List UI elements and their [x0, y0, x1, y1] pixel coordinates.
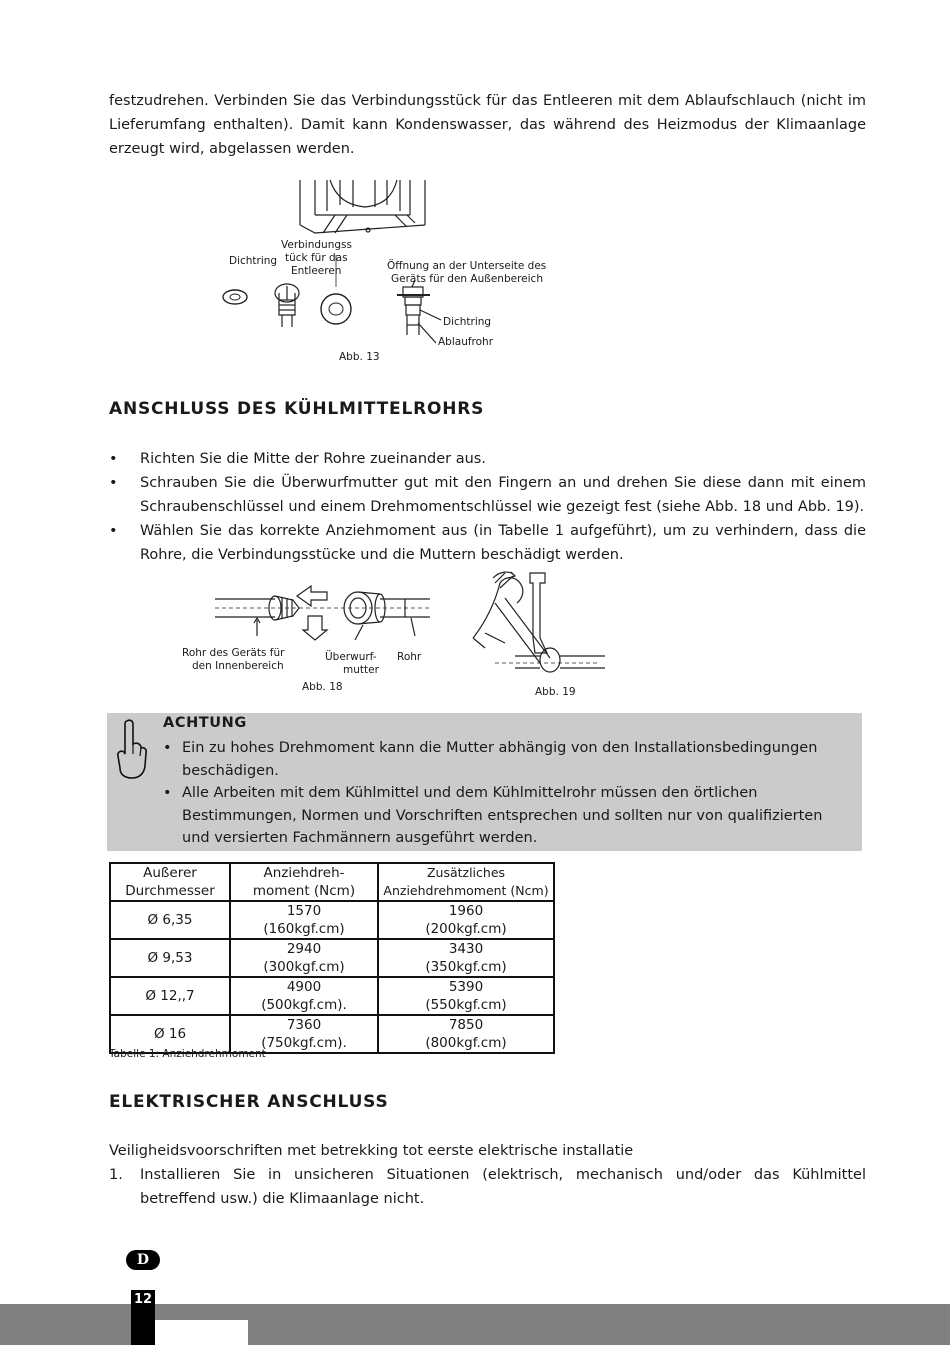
table-header — [230, 863, 378, 901]
cell-line: 7850 — [448, 1017, 484, 1033]
figure-13-drain-connector — [215, 175, 560, 370]
list-item — [109, 1163, 866, 1211]
cell-line: (550kgf.cm) — [425, 997, 507, 1013]
fig13-label-seal-2: Dichtring — [443, 316, 492, 328]
header-line: moment (Ncm) — [252, 883, 356, 899]
fig13-label-drain: Ablaufrohr — [438, 336, 494, 348]
fig18-label-nut-1: Überwurf- — [325, 651, 377, 663]
table-cell — [230, 939, 378, 977]
header-line: Anziehdreh- — [263, 865, 345, 881]
table-row — [110, 977, 554, 1015]
table-header — [110, 863, 230, 901]
header-line: Außerer — [143, 865, 197, 881]
cell-line: (300kgf.cm) — [263, 959, 345, 975]
section-title-electrical: ELEKTRISCHER ANSCHLUSS — [109, 1092, 389, 1112]
cell-line: 7360 — [286, 1017, 322, 1033]
table-cell — [230, 901, 378, 939]
list-item — [109, 519, 866, 567]
table-row — [110, 901, 554, 939]
cell-line: (160kgf.cm) — [263, 921, 345, 937]
torque-table — [109, 862, 555, 1054]
bullet-symbol: • — [163, 785, 172, 801]
table-cell — [378, 977, 554, 1015]
electrical-numbered-list — [109, 1163, 866, 1211]
cell-line: 2940 — [286, 941, 322, 957]
caution-item-text: Ein zu hohes Drehmoment kann die Mutter abhängig von den Installationsbedingungen beschädigen. — [182, 740, 818, 779]
caution-title: ACHTUNG — [163, 715, 247, 731]
header-line: Anziehdrehmoment (Ncm) — [383, 883, 549, 898]
fig13-label-connector-2: tück für das — [285, 252, 348, 264]
bullet-symbol: • — [109, 475, 118, 491]
pointing-hand-icon — [112, 718, 148, 782]
bullet-symbol: • — [109, 451, 118, 467]
table-cell: Ø 16 — [110, 1015, 230, 1053]
header-line: Zusätzliches — [426, 865, 506, 880]
cell-line: 4900 — [286, 979, 322, 995]
list-item-text: Installieren Sie in unsicheren Situationen (elektrisch, mechanisch und/oder das Kühlmittel betreffend usw.) die Klimaanlage nicht. — [140, 1167, 866, 1207]
figure-18-flare-nut — [175, 578, 440, 698]
cell-line: (750kgf.cm). — [261, 1035, 347, 1051]
cell-line: 1570 — [286, 903, 322, 919]
figure-19-torque-wrench — [465, 568, 615, 700]
cell-line: (500kgf.cm). — [261, 997, 347, 1013]
list-item — [109, 471, 866, 519]
list-item — [163, 782, 853, 850]
list-item — [109, 447, 866, 471]
table-row — [110, 939, 554, 977]
table-cell — [378, 939, 554, 977]
header-line: Durchmesser — [125, 883, 215, 899]
caution-list — [163, 737, 853, 850]
cell-line: 3430 — [448, 941, 484, 957]
caution-item-text: Alle Arbeiten mit dem Kühlmittel und dem Kühlmittelrohr müssen den örtlichen Bestimmungen, Normen und Vorschriften entsprechen und sollten nur von qualifizierten und versierten Fachmännern ausgeführt werden. — [182, 785, 823, 846]
intro-paragraph: festzudrehen. Verbinden Sie das Verbindungsstück für das Entleeren mit dem Ablaufschlauch (nicht im Lieferumfang enthalten). Damit kann Kondenswasser, das während des Heizmodus der Klimaanlage erzeugt wird, abgelassen werden. — [109, 93, 866, 157]
list-item-text: Wählen Sie das korrekte Anziehmoment aus (in Tabelle 1 aufgeführt), um zu verhindern, dass die Rohre, die Verbindungsstücke und die Muttern beschädigt werden. — [140, 523, 866, 563]
cell-line: (200kgf.cm) — [425, 921, 507, 937]
table-cell: Ø 9,53 — [110, 939, 230, 977]
fig18-label-indoor-2: den Innenbereich — [192, 660, 284, 672]
fig13-label-opening-1: Öffnung an der Unterseite des — [387, 260, 547, 272]
cell-line: (350kgf.cm) — [425, 959, 507, 975]
page-number: 12 — [133, 1292, 153, 1307]
list-number: 1. — [109, 1167, 123, 1183]
fig18-label-nut-2: mutter — [343, 664, 379, 676]
fig13-label-seal: Dichtring — [229, 255, 278, 267]
table-header-row — [110, 863, 554, 901]
bullet-symbol: • — [163, 740, 172, 756]
list-item — [163, 737, 853, 782]
cell-line: (800kgf.cm) — [425, 1035, 507, 1051]
fig18-label-pipe: Rohr — [397, 651, 422, 663]
fig18-caption: Abb. 18 — [302, 681, 343, 693]
fig18-label-indoor-1: Rohr des Geräts für — [182, 647, 285, 659]
table-cell: Ø 12,,7 — [110, 977, 230, 1015]
fig13-caption: Abb. 13 — [339, 351, 380, 363]
table-cell — [378, 901, 554, 939]
caution-box — [107, 713, 862, 851]
refrigerant-bullet-list — [109, 447, 866, 567]
table-header — [378, 863, 554, 901]
list-item-text: Schrauben Sie die Überwurfmutter gut mit den Fingern an und drehen Sie diese dann mit einem Schraubenschlüssel und einem Drehmomentschlüssel wie gezeigt fest (siehe Abb. 18 und Abb. 19). — [140, 475, 866, 515]
table-cell: Ø 6,35 — [110, 901, 230, 939]
section-title-refrigerant-pipe: ANSCHLUSS DES KÜHLMITTELROHRS — [109, 399, 485, 419]
footer-strip — [155, 1320, 248, 1345]
cell-line: 1960 — [448, 903, 484, 919]
electrical-intro: Veiligheidsvoorschriften met betrekking tot eerste elektrische installatie — [109, 1143, 634, 1159]
bullet-symbol: • — [109, 523, 118, 539]
table-cell — [378, 1015, 554, 1053]
cell-line: 5390 — [448, 979, 484, 995]
fig13-label-opening-2: Geräts für den Außenbereich — [391, 273, 543, 285]
table-caption: Tabelle 1: Anziehdrehmoment — [109, 1048, 266, 1060]
fig13-label-connector-1: Verbindungss — [281, 239, 352, 251]
table-cell — [230, 977, 378, 1015]
fig19-caption: Abb. 19 — [535, 686, 576, 698]
list-item-text: Richten Sie die Mitte der Rohre zueinander aus. — [140, 451, 486, 467]
language-badge: D — [126, 1250, 160, 1270]
fig13-label-connector-3: Entleeren — [291, 265, 342, 277]
